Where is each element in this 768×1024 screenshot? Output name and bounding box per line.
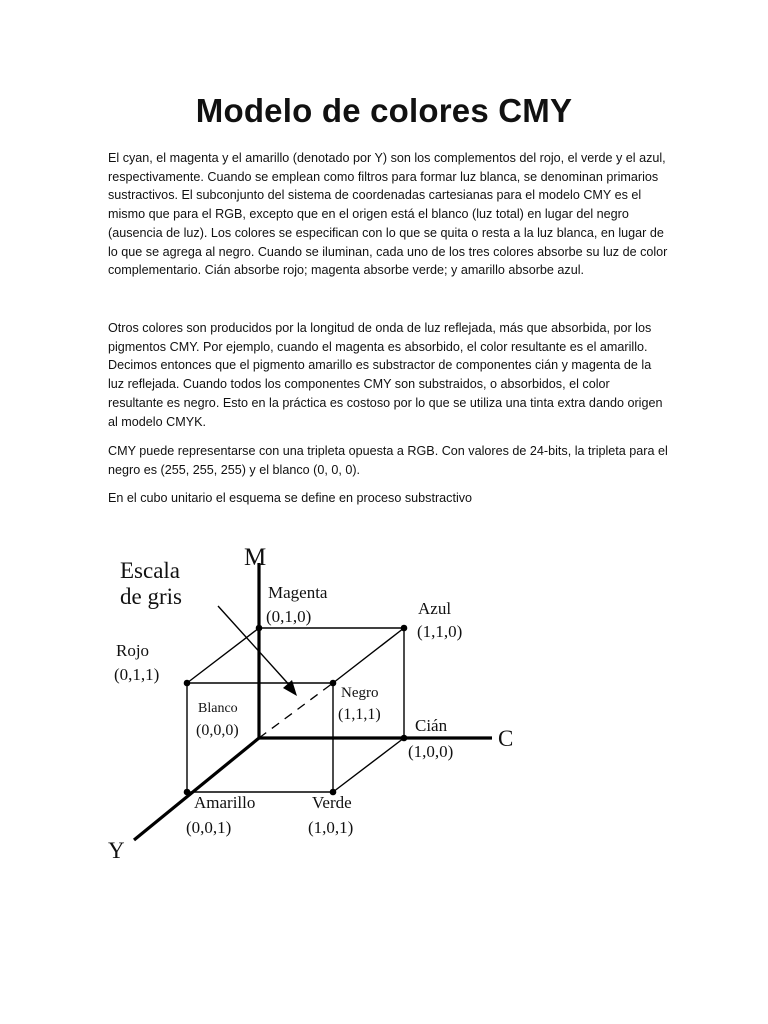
vertex-label-rojo-name: Rojo [116, 641, 150, 660]
gray-scale-label-line1: Escala [120, 558, 181, 583]
paragraph-cube-intro: En el cubo unitario el esquema se define en proceso substractivo [108, 491, 473, 505]
vertex-dot-rojo [184, 680, 191, 687]
cube-edge [333, 738, 404, 792]
vertex-dot-negro [330, 680, 337, 687]
c-axis-label: C [498, 726, 514, 751]
page-title: Modelo de colores CMY [195, 92, 573, 129]
gray-scale-label-line2: de gris [120, 584, 182, 609]
vertex-label-blanco-coords: (0,0,0) [196, 722, 239, 739]
vertex-label-negro-name: Negro [341, 685, 379, 701]
cmy-cube-diagram [0, 530, 768, 870]
paragraph-intro: El cyan, el magenta y el amarillo (denotado por Y) son los complementos del rojo, el verde y el azul, respectivamente. Cuando se emplean como filtros para formar luz blanca, se denominan primarios sustractivos. El subconjunto del sistema de coordenadas cartesianas para el modelo CMY es el mismo que para el RGB, excepto que en el origen está el blanco (luz total) en lugar del negro (ausencia de luz). Los colores se especifican con lo que se quita o resta a la luz blanca, en lugar de lo que se agrega al negro. Cuando se iluminan, cada uno de los tres colores absorbe su luz de color complementario. Cián absorbe rojo; magenta absorbe verde; y amarillo absorbe azul. [108, 151, 668, 278]
paragraph-triplet: CMY puede representarse con una tripleta opuesta a RGB. Con valores de 24-bits, la tripleta para el negro es (255, 255, 255) y el blanco (0, 0, 0). [108, 444, 668, 477]
gray-scale-diagonal [259, 683, 333, 738]
vertex-dot-magenta [256, 625, 263, 632]
y-axis-label: Y [108, 838, 125, 863]
vertex-dot-amarillo [184, 789, 191, 796]
vertex-label-amarillo-coords: (0,0,1) [186, 818, 232, 837]
paragraph-pigments: Otros colores son producidos por la longitud de onda de luz reflejada, más que absorbida, por los pigmentos CMY. Por ejemplo, cuando el magenta es absorbido, el color resultante es el amarillo. Decimos entonces que el pigmento amarillo es substractor de componentes cián y magenta de la luz reflejada. Cuando todos los componentes CMY son substraidos, o absorbidos, el color resultante es negro. Esto en la práctica es costoso por lo que se utiliza una tinta extra dando origen al modelo CMYK. [108, 321, 663, 429]
vertex-label-azul-coords: (1,1,0) [417, 622, 463, 641]
cube-edge [187, 628, 259, 683]
vertex-label-magenta-coords: (0,1,0) [266, 607, 312, 626]
vertex-label-cian-coords: (1,0,0) [408, 742, 454, 761]
cube-edge [333, 628, 404, 683]
vertex-label-azul-name: Azul [418, 599, 452, 618]
vertex-label-negro-coords: (1,1,1) [338, 706, 381, 723]
vertex-label-verde-coords: (1,0,1) [308, 818, 354, 837]
vertex-label-amarillo-name: Amarillo [194, 793, 256, 812]
vertex-dot-azul [401, 625, 408, 632]
vertex-label-cian-name: Cián [415, 716, 448, 735]
m-axis-label: M [244, 544, 267, 571]
vertex-label-verde-name: Verde [312, 793, 352, 812]
vertex-label-magenta-name: Magenta [268, 583, 328, 602]
vertex-label-blanco-name: Blanco [198, 701, 238, 716]
vertex-dot-cian [401, 735, 408, 742]
vertex-label-rojo-coords: (0,1,1) [114, 665, 160, 684]
